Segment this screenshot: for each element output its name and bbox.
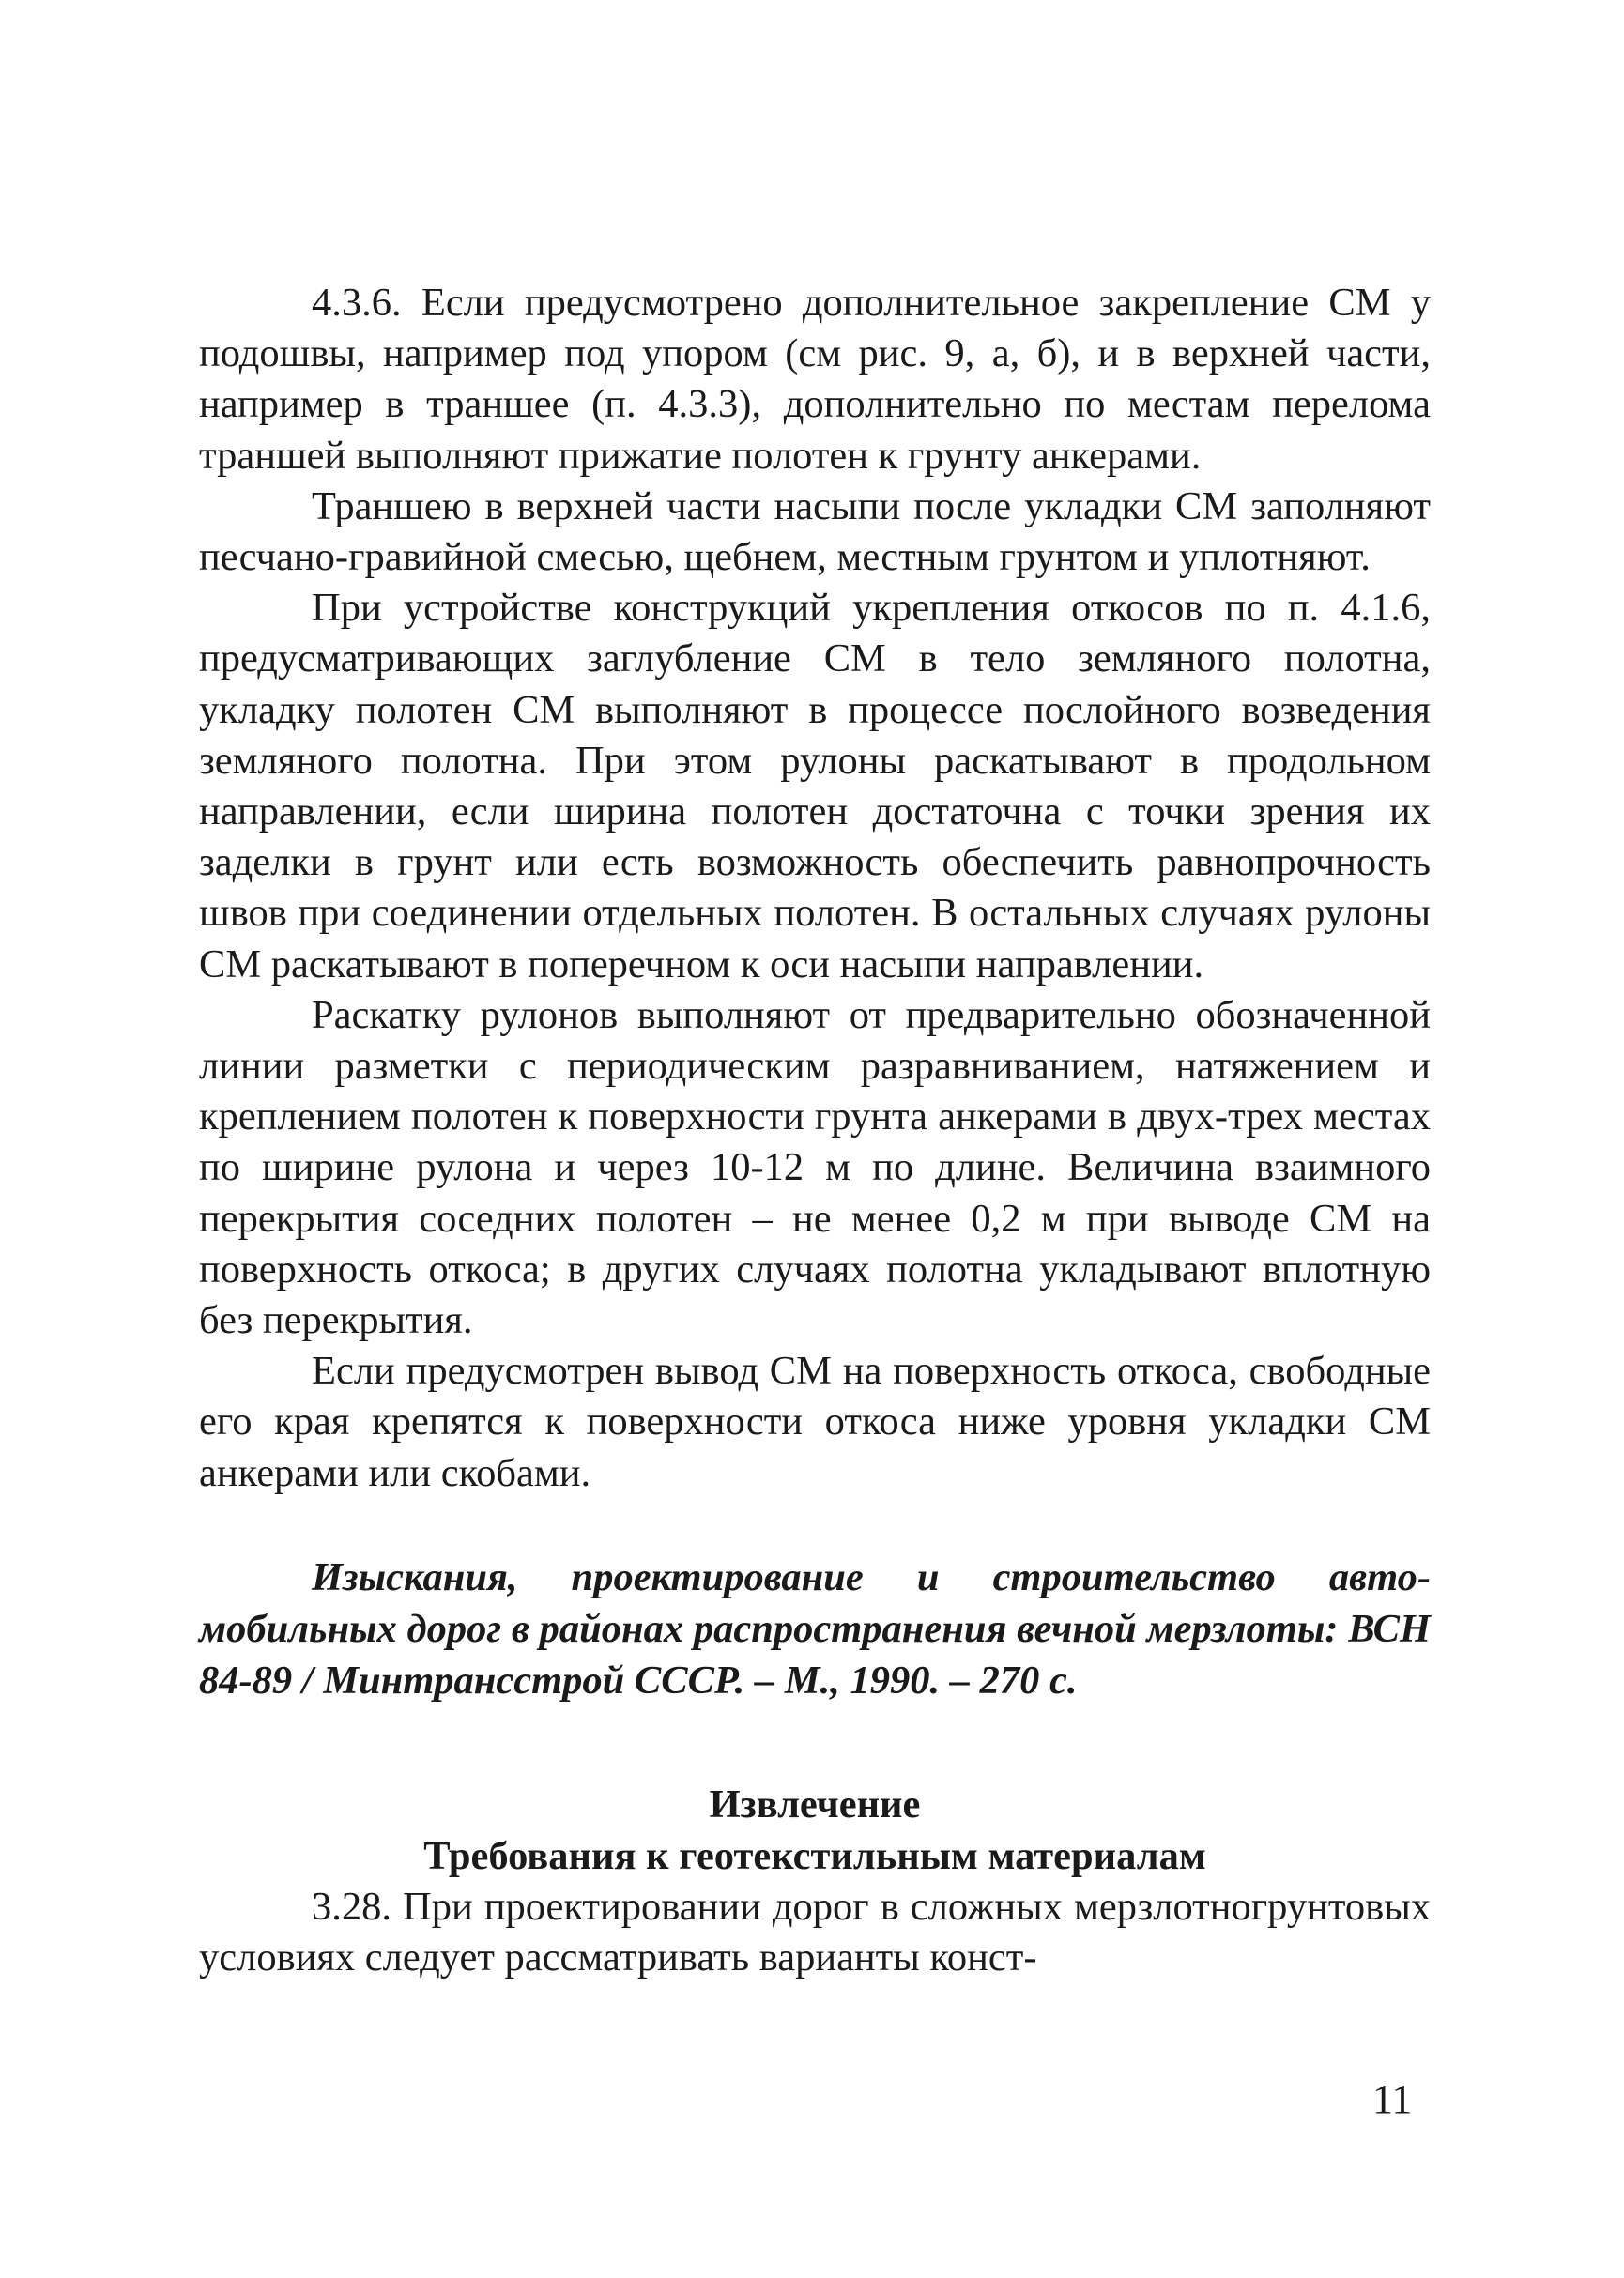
paragraph-roll-unwinding: Раскатку рулонов выполняют от предварительно обозначенной линии разметки с периодическим разравниванием, натяжением и креплением полотен к поверхности грунта анкерами в двух-трех местах по ширине рулона и через 10-12 м по длине. Величина взаимного перекрытия соседних полотен – не менее 0,2 м при выводе СМ на поверхность откоса; в других случаях полотна укладывают вплотную без перекрытия. <box>199 992 1431 1343</box>
paragraph-slope-edges: Если предусмотрен вывод СМ на поверхность откоса, свободные его края крепятся к поверхности откоса ниже уровня укладки СМ анкерами или скобами. <box>199 1349 1431 1495</box>
paragraph-3-28: 3.28. При проектировании дорог в сложных мерзлотногрунтовых условиях следует рассматривать варианты конст- <box>199 1884 1431 1980</box>
page-number: 11 <box>1372 2076 1413 2122</box>
bibliographic-citation: Изыскания, проектирование и строительство автомобильных дорог в районах распространения вечной мерзлоты: ВСН 84-89 / Минтрансстрой СССР. – М., 1990. – 270 с. <box>199 1554 1431 1703</box>
paragraph-slope-reinforcement: При устройстве конструкций укрепления откосов по п. 4.1.6, предусматривающих заглубление СМ в тело земляного полотна, укладку полотен СМ выполняют в процессе послойного возведения земляного полотна. При этом рулоны раскатывают в продольном направлении, если ширина полотен достаточна с точки зрения их заделки в грунт или есть возможность обеспечить равнопрочность швов при соединении отдельных полотен. В остальных случаях рулоны СМ раскатывают в поперечном к оси насыпи направлении. <box>199 586 1431 986</box>
paragraph-trench-filling: Траншею в верхней части насыпи после укладки СМ заполняют песчано-гравийной смесью, щебнем, местным грунтом и уплотняют. <box>199 483 1431 580</box>
section-heading-extract: Извлечение <box>709 1781 921 1827</box>
section-heading-requirements: Требования к геотекстильным материалам <box>423 1833 1206 1878</box>
paragraph-4-3-6: 4.3.6. Если предусмотрено дополнительное закрепление СМ у подошвы, например под упором (см рис. 9, а, б), и в верхней части, например в траншее (п. 4.3.3), дополнительно по местам перелома траншей выполняют прижатие полотен к грунту анкерами. <box>199 281 1431 478</box>
document-page <box>199 278 1431 1983</box>
